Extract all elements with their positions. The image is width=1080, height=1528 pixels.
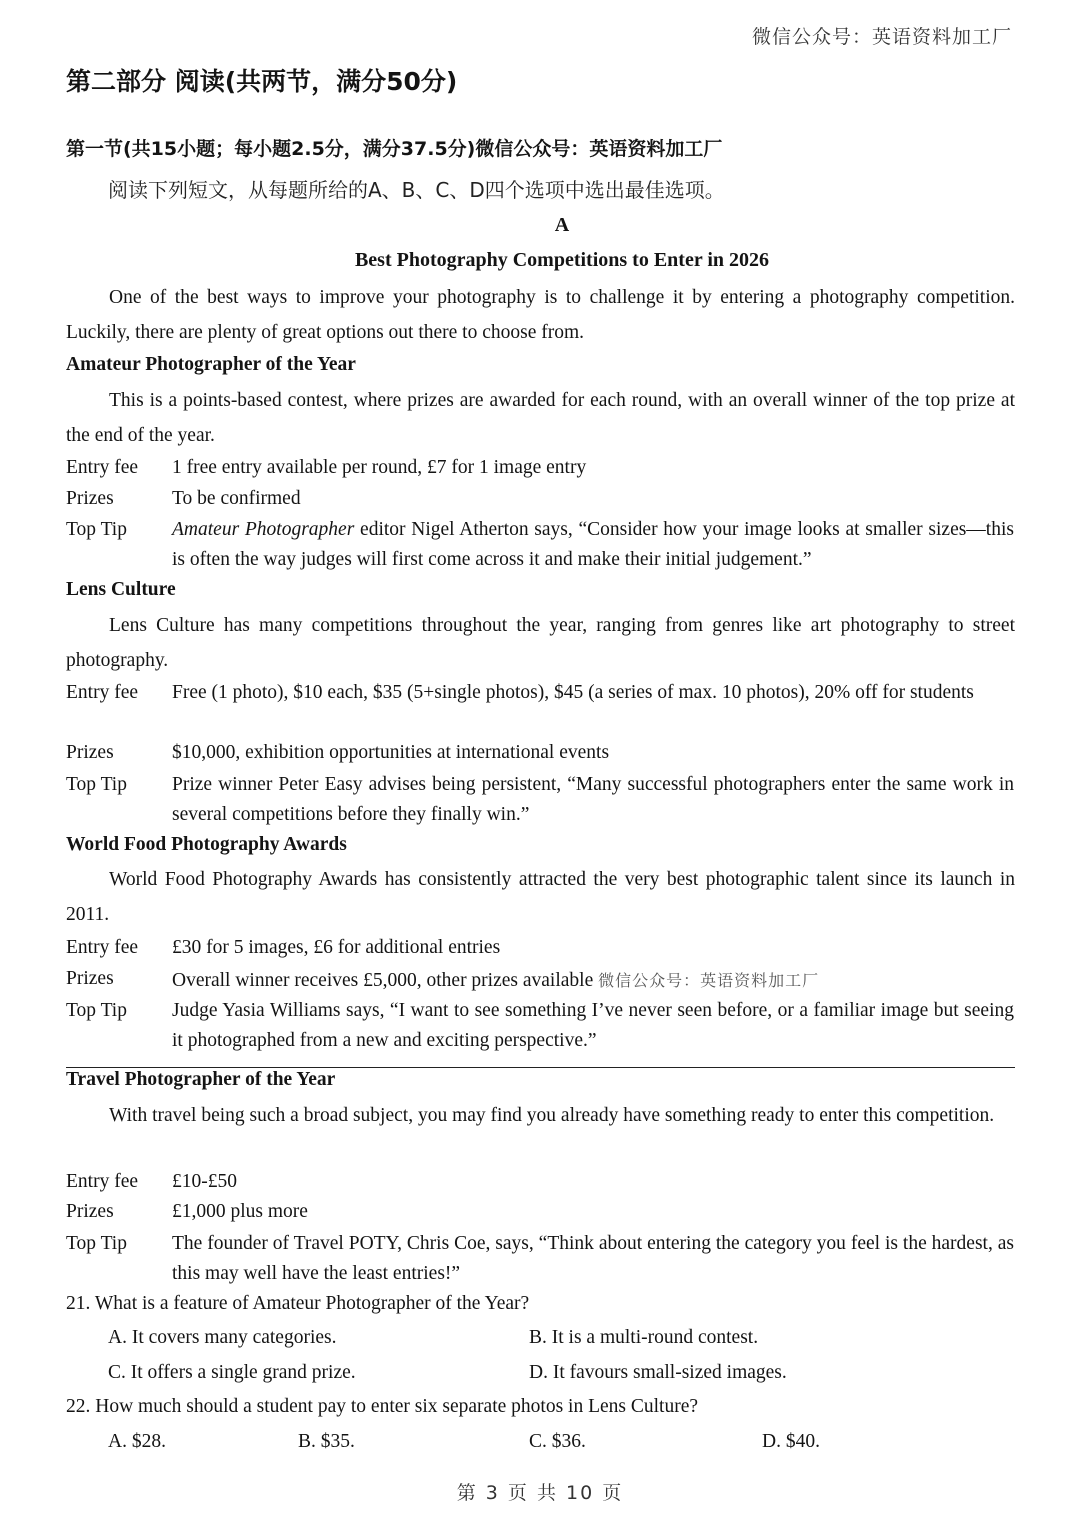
competition-heading: Amateur Photographer of the Year [66, 354, 356, 375]
option-22-b: B. $35. [298, 1431, 355, 1452]
top-tip-text: editor Nigel Atherton says, “Consider how your image looks at smaller sizes—this is often the way judges will first come across it and make their initial judgement.” [172, 519, 1014, 570]
top-tip-value: Prize winner Peter Easy advises being persistent, “Many successful photographers enter the same work in several competitions before they finally win.” [172, 774, 1014, 825]
prizes-label: Prizes [66, 488, 114, 509]
competition-heading: Travel Photographer of the Year [66, 1069, 336, 1090]
competition-desc: Lens Culture has many competitions throughout the year, ranging from genres like art photography to street photography. [66, 615, 1015, 671]
header-watermark: 微信公众号：英语资料加工厂 [751, 27, 1012, 48]
page-number: 第 3 页 共 10 页 [456, 1482, 624, 1504]
option-21-d: D. It favours small-sized images. [529, 1362, 787, 1383]
entry-fee-label: Entry fee [66, 457, 139, 478]
competition-desc: World Food Photography Awards has consistently attracted the very best photographic talent since its launch in 2011. [66, 869, 1015, 925]
competition-desc: This is a points-based contest, where prizes are awarded for each round, with an overall winner of the top prize at the end of the year. [66, 390, 1015, 446]
entry-fee-label: Entry fee [66, 937, 139, 958]
option-22-a: A. $28. [108, 1431, 166, 1452]
question-22: 22. How much should a student pay to enter six separate photos in Lens Culture? [66, 1396, 698, 1417]
competition-desc: With travel being such a broad subject, you may find you already have something ready to enter this competition. [109, 1105, 995, 1126]
option-21-a: A. It covers many categories. [108, 1327, 337, 1348]
section-title: 第一节(共15小题；每小题2.5分，满分37.5分)微信公众号：英语资料加工厂 [66, 138, 723, 160]
option-21-c: C. It offers a single grand prize. [108, 1362, 356, 1383]
competition-heading: World Food Photography Awards [66, 834, 347, 855]
prizes-value: £1,000 plus more [172, 1201, 308, 1222]
option-22-d: D. $40. [762, 1431, 820, 1452]
prizes-value [172, 968, 819, 992]
top-tip-value: The founder of Travel POTY, Chris Coe, says, “Think about entering the category you feel is the hardest, as this may well have the least entries!” [172, 1233, 1014, 1284]
passage-intro: One of the best ways to improve your photography is to challenge it by entering a photography competition. Luckily, there are plenty of great options out there to choose from. [66, 287, 1015, 343]
passage-letter: A [554, 214, 570, 236]
entry-fee-value: 1 free entry available per round, £7 for 1 image entry [172, 457, 587, 478]
prizes-label: Prizes [66, 1201, 114, 1222]
entry-fee-value: £30 for 5 images, £6 for additional entries [172, 937, 501, 958]
entry-fee-value: £10-£50 [172, 1171, 237, 1192]
prizes-label: Prizes [66, 742, 114, 763]
entry-fee-label: Entry fee [66, 1171, 139, 1192]
magazine-title: Amateur Photographer [172, 519, 355, 540]
top-tip-value [172, 515, 1014, 575]
option-21-b: B. It is a multi-round contest. [529, 1327, 759, 1348]
divider [66, 1067, 1015, 1068]
inline-watermark: 微信公众号：英语资料加工厂 [598, 971, 820, 990]
instructions: 阅读下列短文，从每题所给的A、B、C、D四个选项中选出最佳选项。 [108, 178, 725, 202]
prizes-value: $10,000, exhibition opportunities at international events [172, 742, 610, 763]
prizes-value: To be confirmed [172, 488, 301, 509]
top-tip-label: Top Tip [66, 519, 127, 540]
entry-fee-label: Entry fee [66, 682, 139, 703]
top-tip-label: Top Tip [66, 774, 127, 795]
part-title: 第二部分 阅读(共两节，满分50分) [66, 67, 458, 96]
prizes-text: Overall winner receives £5,000, other prizes available [172, 970, 594, 991]
top-tip-label: Top Tip [66, 1000, 127, 1021]
top-tip-label: Top Tip [66, 1233, 127, 1254]
option-22-c: C. $36. [529, 1431, 586, 1452]
top-tip-value: Judge Yasia Williams says, “I want to see something I’ve never seen before, or a familiar image but seeing it photographed from a new and exciting perspective.” [172, 1000, 1014, 1051]
entry-fee-value: Free (1 photo), $10 each, $35 (5+single photos), $45 (a series of max. 10 photos), 20% off for students [172, 682, 974, 703]
passage-title: Best Photography Competitions to Enter in 2026 [354, 249, 770, 271]
question-21: 21. What is a feature of Amateur Photographer of the Year? [66, 1293, 530, 1314]
prizes-label: Prizes [66, 968, 114, 989]
competition-heading: Lens Culture [66, 579, 176, 600]
